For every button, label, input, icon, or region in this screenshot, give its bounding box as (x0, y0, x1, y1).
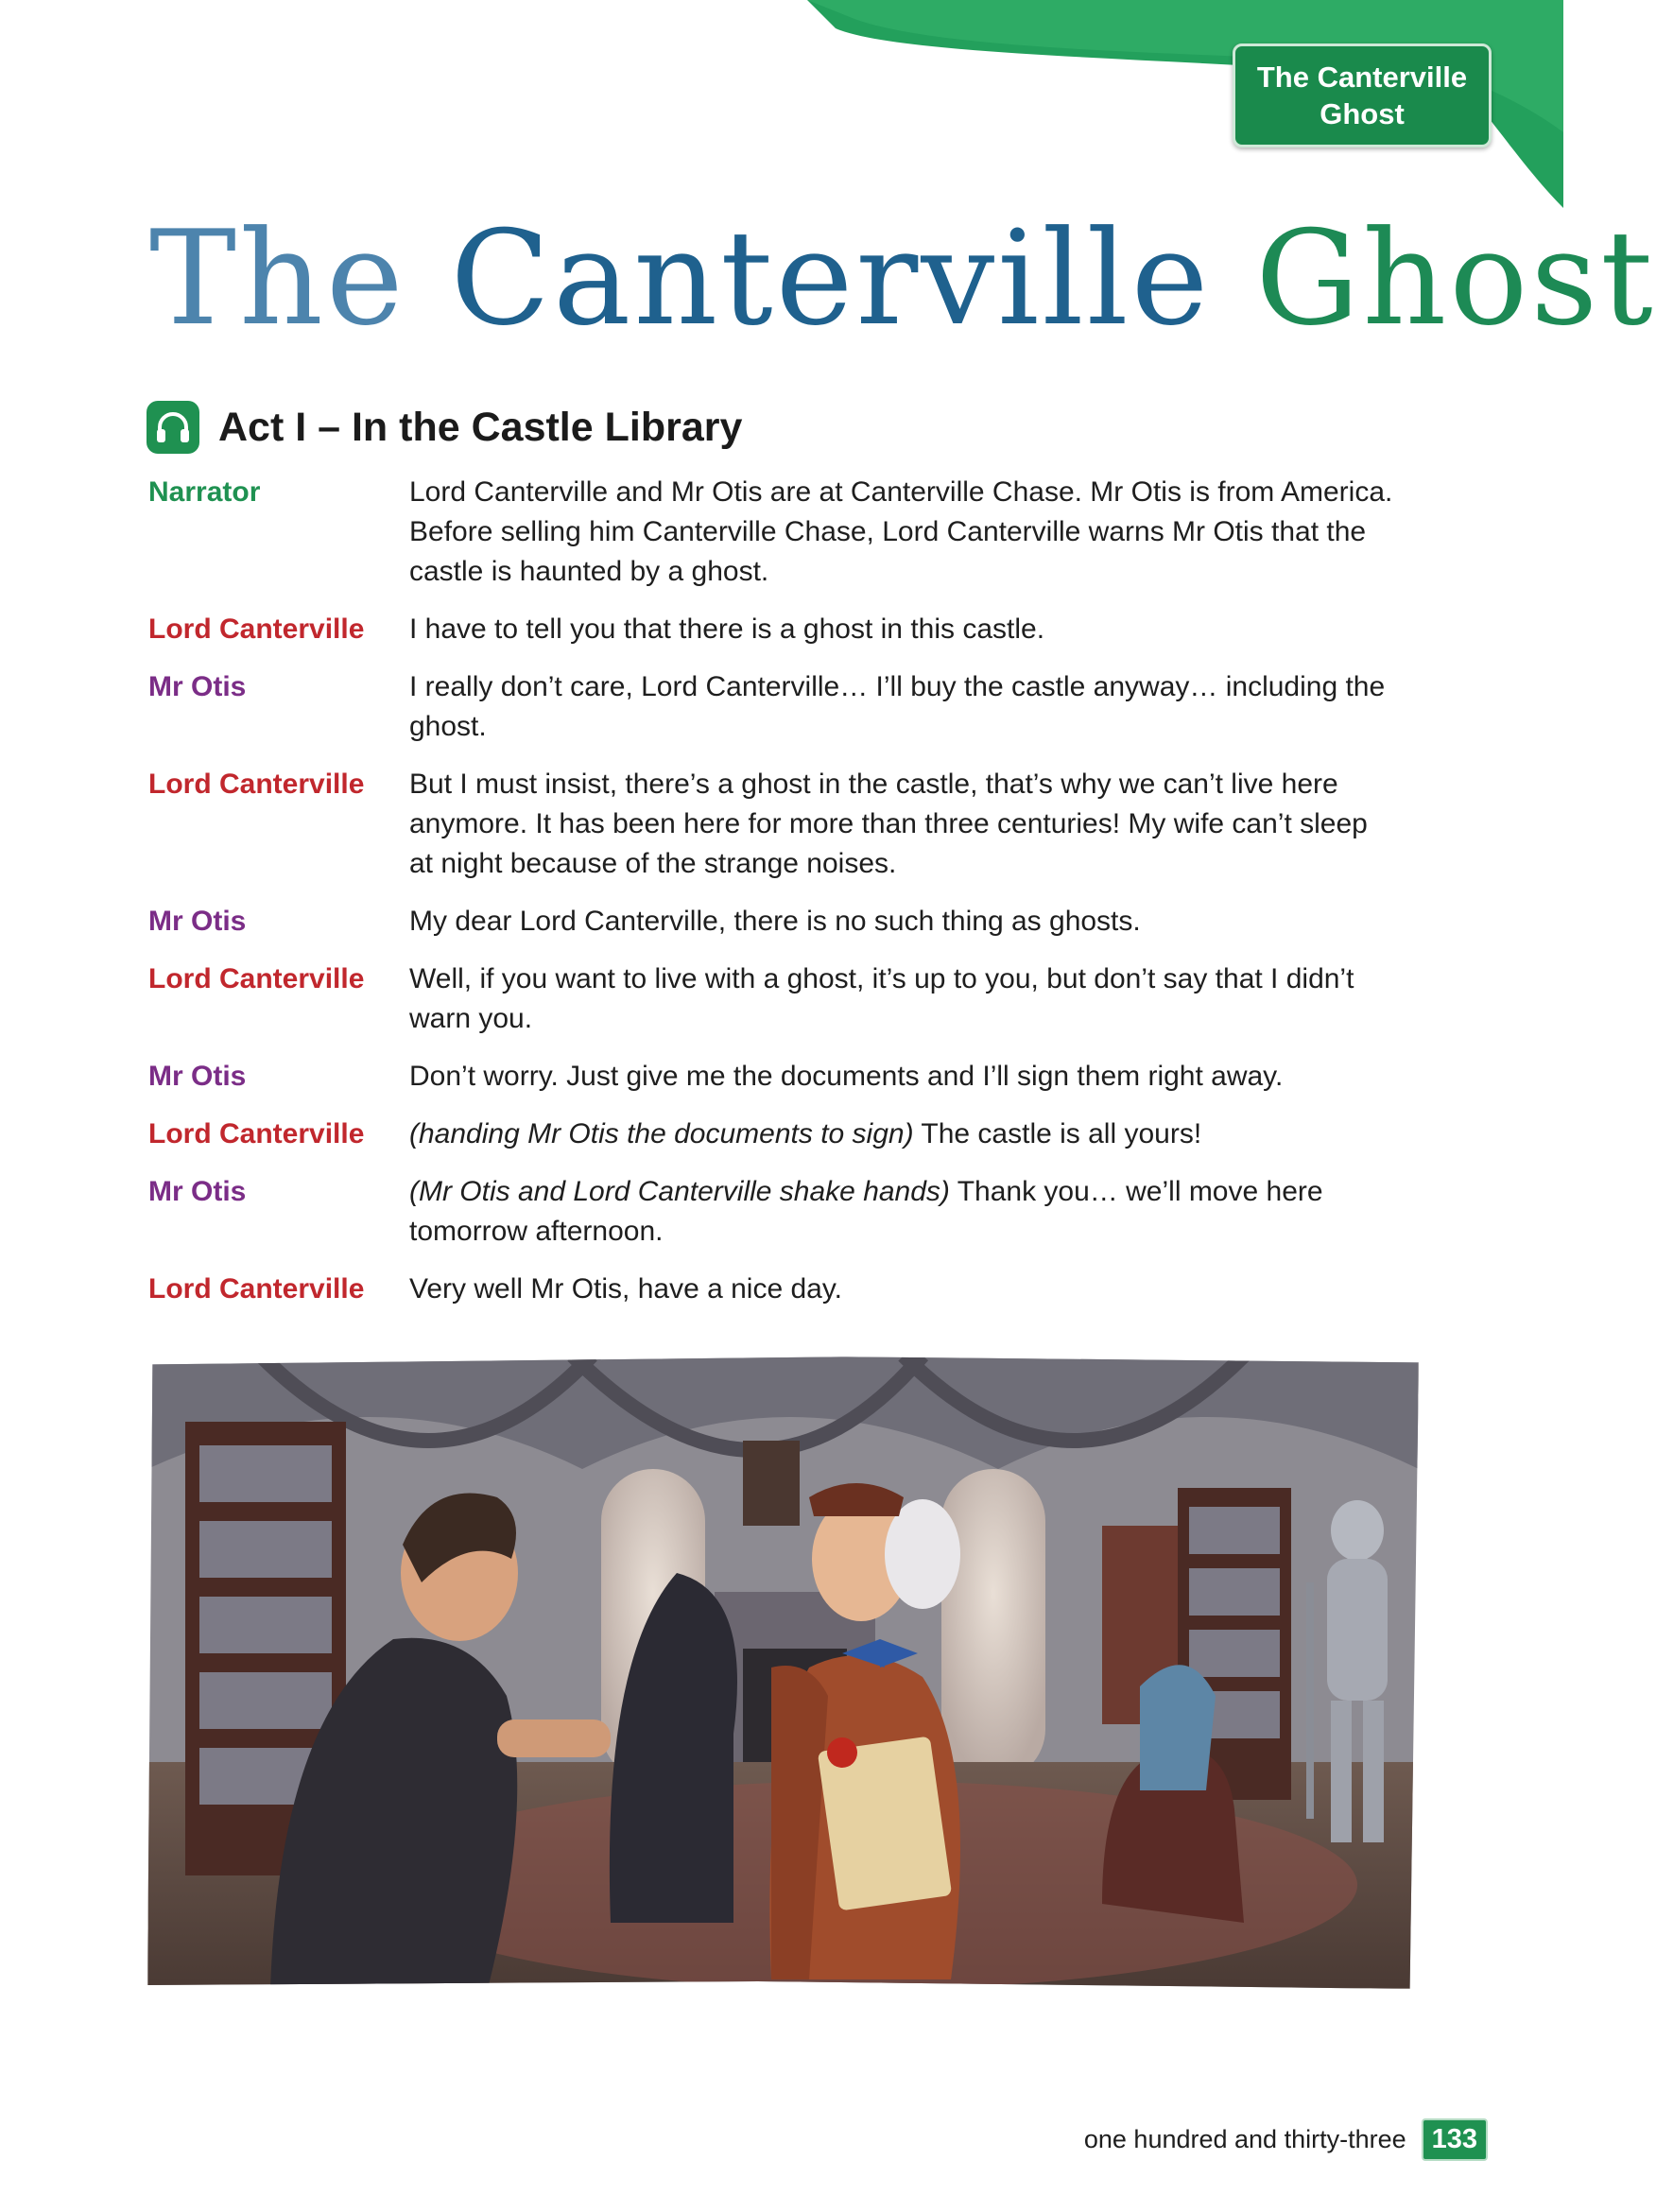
dialogue-line (148, 1172, 1396, 1252)
speaker-lord: Lord Canterville (148, 613, 365, 645)
speaker-otis: Mr Otis (148, 671, 247, 702)
speech-text (409, 610, 1396, 649)
speaker-lord: Lord Canterville (148, 1118, 365, 1149)
dialogue-line (148, 765, 1396, 884)
speech-text (409, 902, 1396, 942)
dialogue-line (148, 667, 1396, 747)
spoken-text: Lord Canterville and Mr Otis are at Canterville Chase. Mr Otis is from America. Before selling him Canterville Chase, Lord Canterville warns Mr Otis that the castle is haunted by a ghost. (409, 476, 1393, 587)
speaker-lord: Lord Canterville (148, 769, 365, 800)
section-tab-line-2: Ghost (1320, 97, 1405, 130)
speech-text (409, 473, 1396, 592)
section-tab (1233, 43, 1492, 147)
speech-text (409, 1172, 1396, 1252)
section-tab-line-1: The Canterville (1256, 60, 1468, 94)
speaker-lord: Lord Canterville (148, 963, 365, 994)
castle-library-illustration (147, 1356, 1419, 1989)
spoken-text: Don’t worry. Just give me the documents and I’ll sign them right away. (409, 1061, 1284, 1092)
spoken-text: Thank you… we’ll move here tomorrow afternoon. (409, 1176, 1323, 1247)
headphones-icon[interactable] (147, 401, 199, 454)
spoken-text: But I must insist, there’s a ghost in the castle, that’s why we can’t live here anymore. It has been here for more than three centuries! My wife can’t sleep at night because of the strange noises. (409, 769, 1368, 879)
page-footer (1084, 2117, 1488, 2161)
title-word-ghost: Ghost (1255, 202, 1656, 354)
dialogue-line (148, 610, 1396, 649)
speech-text (409, 667, 1396, 747)
speech-text (409, 1270, 1396, 1309)
page-title (149, 199, 1656, 359)
act-heading (147, 399, 742, 456)
page-number-badge: 133 (1422, 2118, 1488, 2161)
dialogue-line (148, 1057, 1396, 1097)
spoken-text: I really don’t care, Lord Canterville… I’ll buy the castle anyway… including the ghost. (409, 671, 1386, 742)
speaker-lord: Lord Canterville (148, 1273, 365, 1305)
speaker-otis: Mr Otis (148, 1061, 247, 1092)
stage-direction: (handing Mr Otis the documents to sign) (409, 1118, 914, 1149)
speaker-otis: Mr Otis (148, 906, 247, 937)
page-number-words: one hundred and thirty-three (1083, 2124, 1406, 2153)
dialogue-line (148, 1270, 1396, 1309)
speaker-narrator: Narrator (148, 476, 261, 508)
dialogue-line (148, 473, 1396, 592)
speech-text (409, 959, 1396, 1039)
spoken-text: Very well Mr Otis, have a nice day. (409, 1273, 842, 1305)
dialogue-line (148, 902, 1396, 942)
dialogue-line (148, 959, 1396, 1039)
spoken-text: The castle is all yours! (921, 1118, 1202, 1149)
title-word-the: The (149, 202, 406, 354)
act-title: Act I – In the Castle Library (218, 404, 743, 450)
speech-text (409, 1057, 1396, 1097)
dialogue-script (148, 473, 1396, 1327)
spoken-text: My dear Lord Canterville, there is no such thing as ghosts. (409, 906, 1141, 937)
stage-direction: (Mr Otis and Lord Canterville shake hands) (409, 1176, 950, 1207)
spoken-text: I have to tell you that there is a ghost in this castle. (409, 613, 1045, 645)
spoken-text: Well, if you want to live with a ghost, it’s up to you, but don’t say that I didn’t warn you. (409, 963, 1354, 1034)
speech-text (409, 765, 1396, 884)
speaker-otis: Mr Otis (148, 1176, 247, 1207)
speech-text (409, 1115, 1396, 1154)
dialogue-line (148, 1115, 1396, 1154)
title-word-canterville: Canterville (450, 202, 1212, 354)
